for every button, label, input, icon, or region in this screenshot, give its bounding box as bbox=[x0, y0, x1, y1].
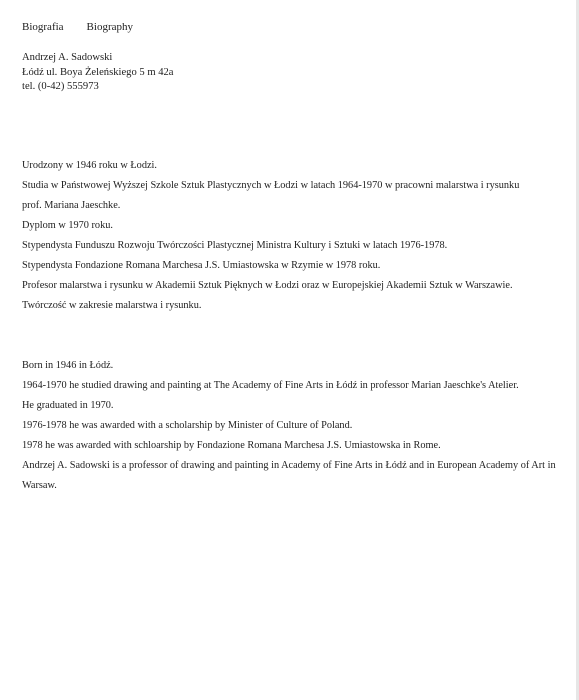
artist-name: Andrzej A. Sadowski bbox=[22, 52, 113, 63]
contact-block bbox=[22, 51, 174, 95]
bio-en-line: 1976-1978 he was awarded with a scholarship by Minister of Culture of Poland. bbox=[22, 420, 353, 431]
bio-en-line: Andrzej A. Sadowski is a professor of drawing and painting in Academy of Fine Arts in Łódź and in European Academy of Art in Warsaw. bbox=[22, 460, 556, 491]
bio-en-line: 1964-1970 he studied drawing and painting at The Academy of Fine Arts in Łódź in professor Marian Jaeschke's Atelier. bbox=[22, 380, 519, 391]
bio-pl-line: prof. Mariana Jaeschke. bbox=[22, 200, 121, 211]
bio-pl-line: Stypendysta Fondazione Romana Marchesa J.S. Umiastowska w Rzymie w 1978 roku. bbox=[22, 260, 381, 271]
biography-english bbox=[22, 356, 567, 496]
bio-pl-line: Studia w Państwowej Wyższej Szkole Sztuk Plastycznych w Łodzi w latach 1964-1970 w pracowni malarstwa i rysunku bbox=[22, 180, 520, 191]
header-biography: Biography bbox=[86, 21, 133, 33]
page-header bbox=[22, 20, 133, 34]
bio-pl-line: Twórczość w zakresie malarstwa i rysunku. bbox=[22, 300, 202, 311]
bio-en-line: Born in 1946 in Łódź. bbox=[22, 360, 114, 371]
bio-en-line: 1978 he was awarded with schloarship by Fondazione Romana Marchesa J.S. Umiastowska in Rome. bbox=[22, 440, 441, 451]
bio-pl-line: Urodzony w 1946 roku w Łodzi. bbox=[22, 160, 157, 171]
artist-phone: tel. (0-42) 555973 bbox=[22, 81, 99, 92]
artist-address: Łódź ul. Boya Żeleńskiego 5 m 42a bbox=[22, 66, 174, 78]
bio-pl-line: Profesor malarstwa i rysunku w Akademii Sztuk Pięknych w Łodzi oraz w Europejskiej Akademii Sztuk w Warszawie. bbox=[22, 280, 513, 291]
bio-pl-line: Dyplom w 1970 roku. bbox=[22, 220, 113, 231]
bio-en-line: He graduated in 1970. bbox=[22, 400, 114, 411]
bio-pl-line: Stypendysta Funduszu Rozwoju Twórczości Plastycznej Ministra Kultury i Sztuki w latach 1976-1978. bbox=[22, 240, 448, 251]
biography-polish bbox=[22, 156, 567, 316]
header-biografia: Biografia bbox=[22, 21, 64, 33]
